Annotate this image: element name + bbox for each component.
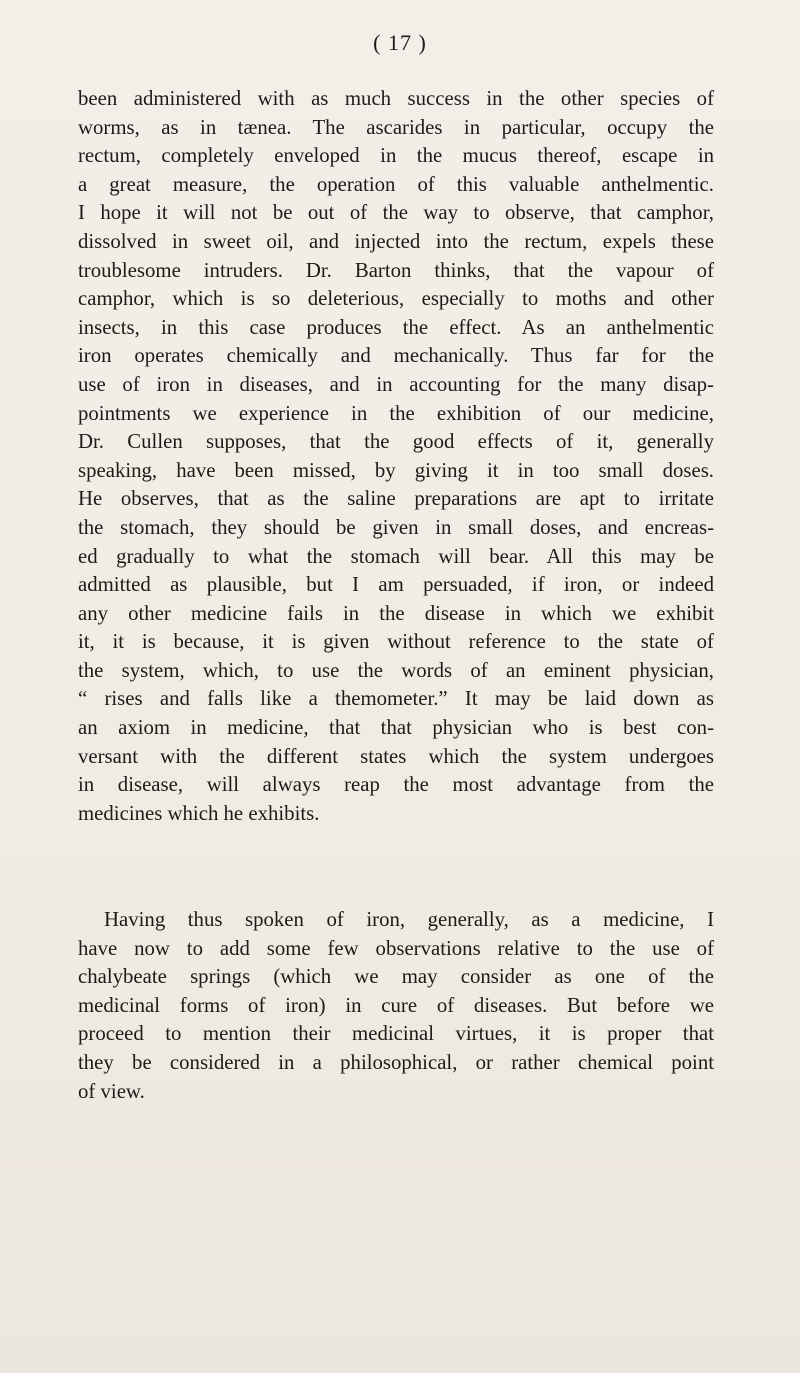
text-line: the stomach, they should be given in small doses, and encreas- — [78, 515, 714, 539]
text-line: “ rises and falls like a themometer.” It may be laid down as — [78, 687, 714, 711]
text-line: proceed to mention their medicinal virtues, it is proper that — [78, 1022, 714, 1046]
text-line: of view. — [78, 1079, 145, 1103]
text-line: pointments we experience in the exhibition of our medicine, — [78, 401, 714, 425]
text-line: a great measure, the operation of this valuable anthelmentic. — [78, 172, 714, 196]
paragraph-1 — [78, 85, 714, 828]
text-line: have now to add some few observations relative to the use of — [78, 936, 714, 960]
page-number: ( 17 ) — [373, 30, 427, 55]
text-line: dissolved in sweet oil, and injected into the rectum, expels these — [78, 229, 714, 253]
text-line: I hope it will not be out of the way to observe, that camphor, — [78, 201, 714, 225]
text-line: medicines which he exhibits. — [78, 801, 320, 825]
text-line: admitted as plausible, but I am persuaded, if iron, or indeed — [78, 573, 714, 597]
text-line: Dr. Cullen supposes, that the good effects of it, generally — [78, 430, 714, 454]
text-line: troublesome intruders. Dr. Barton thinks, that the vapour of — [78, 258, 714, 282]
text-line: an axiom in medicine, that that physician who is best con- — [78, 716, 714, 740]
text-line: worms, as in tænea. The ascarides in particular, occupy the — [78, 115, 714, 139]
text-line: rectum, completely enveloped in the mucus thereof, escape in — [78, 144, 714, 168]
text-line: been administered with as much success in the other species of — [78, 87, 714, 110]
text-line: versant with the different states which the system undergoes — [78, 744, 714, 768]
text-line: iron operates chemically and mechanically. Thus far for the — [78, 344, 714, 368]
text-line: insects, in this case produces the effect. As an anthelmentic — [78, 315, 714, 339]
text-line: Having thus spoken of iron, generally, as a medicine, I — [104, 908, 714, 931]
paragraph-2 — [78, 906, 714, 1106]
text-line: in disease, will always reap the most advantage from the — [78, 773, 714, 797]
text-line: medicinal forms of iron) in cure of diseases. But before we — [78, 993, 714, 1017]
text-line: the system, which, to use the words of an eminent physician, — [78, 658, 714, 682]
text-line: ed gradually to what the stomach will bear. All this may be — [78, 544, 714, 568]
text-line: it, it is because, it is given without reference to the state of — [78, 630, 714, 654]
text-line: camphor, which is so deleterious, especially to moths and other — [78, 287, 714, 311]
text-line: chalybeate springs (which we may consider as one of the — [78, 965, 714, 989]
text-line: use of iron in diseases, and in accounting for the many disap- — [78, 372, 714, 396]
text-line: they be considered in a philosophical, or rather chemical point — [78, 1050, 714, 1074]
text-line: speaking, have been missed, by giving it in too small doses. — [78, 458, 714, 482]
text-line: any other medicine fails in the disease in which we exhibit — [78, 601, 714, 625]
text-line: He observes, that as the saline preparations are apt to irritate — [78, 487, 714, 511]
